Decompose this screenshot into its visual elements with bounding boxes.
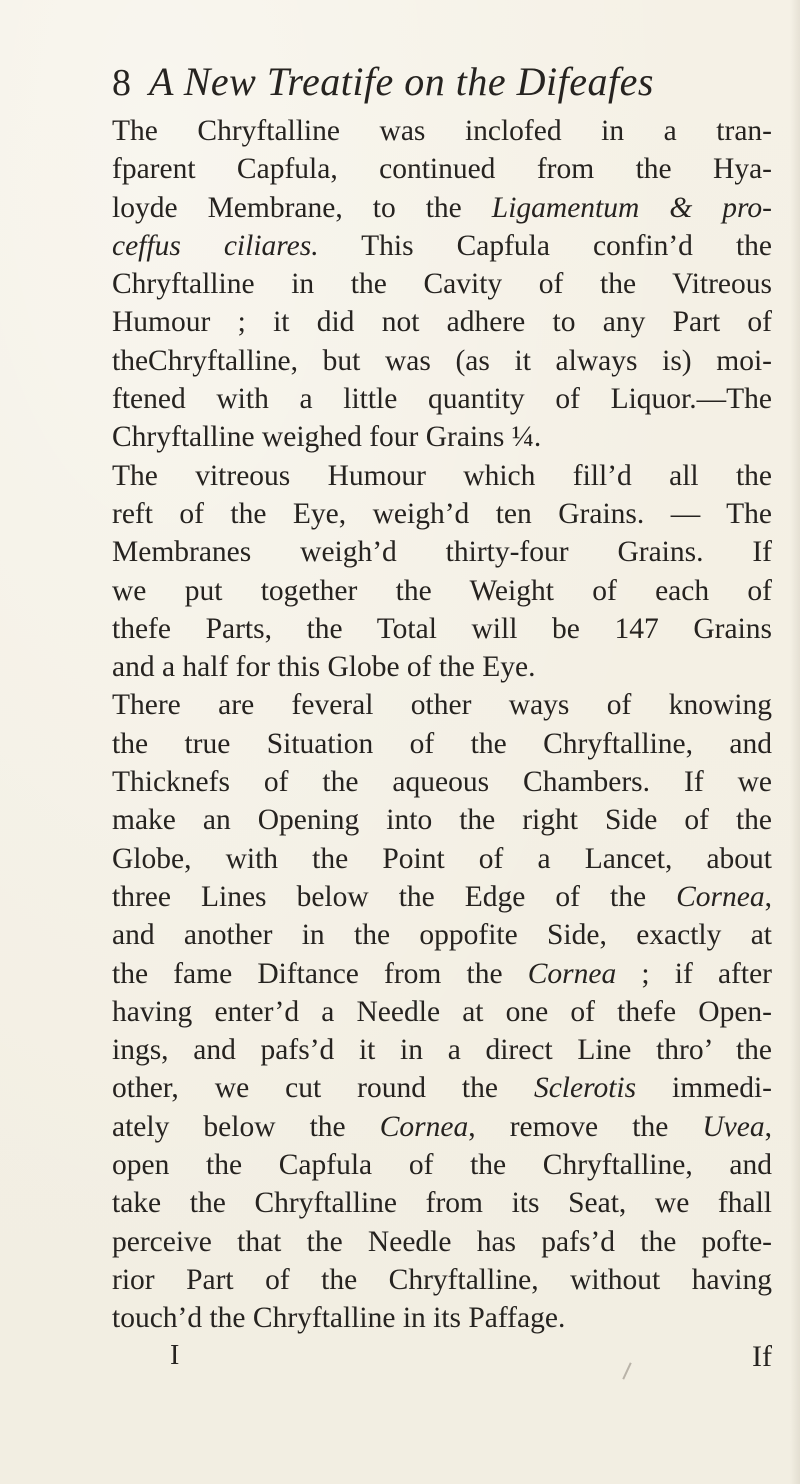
body-text — [112, 112, 772, 1338]
text-line: and a half for this Globe of the Eye. — [112, 651, 536, 684]
text-line: fparent Capfula, continued from the Hya- — [112, 153, 772, 186]
text-line: having enter’d a Needle at one of thefe Open- — [112, 995, 772, 1028]
text-line: three Lines below the Edge of the Cornea, — [112, 880, 772, 913]
latin-term: Cornea — [379, 1110, 469, 1143]
text-line: perceive that the Needle has pafs’d the pofte- — [112, 1225, 772, 1258]
text-line: Thicknefs of the aqueous Chambers. If we — [112, 766, 772, 799]
text-line: Humour ; it did not adhere to any Part of — [112, 306, 772, 339]
text-line: the true Situation of the Chryftalline, and — [112, 727, 772, 760]
text-line: make an Opening into the right Side of the — [112, 804, 772, 837]
text-line: reft of the Eye, weigh’d ten Grains. — The — [112, 497, 772, 530]
text-line: we put together the Weight of each of — [112, 574, 772, 607]
latin-term: Cornea — [527, 957, 617, 990]
text-line: The vitreous Humour which fill’d all the — [112, 459, 772, 492]
latin-term: Ligamentum & pro- — [491, 191, 773, 224]
text-line: ceffus ciliares. This Capfula confin’d the — [112, 229, 772, 262]
text-line: and another in the oppofite Side, exactly at — [112, 919, 772, 952]
page-header — [112, 58, 772, 108]
text-line: There are feveral other ways of knowing — [112, 689, 772, 722]
latin-term: Uvea — [702, 1110, 765, 1143]
page-footer — [112, 1340, 772, 1380]
catchword: If — [752, 1340, 772, 1373]
text-line: The Chryftalline was inclofed in a tran- — [112, 115, 772, 147]
text-line: thefe Parts, the Total will be 147 Grains — [112, 612, 772, 645]
text-line: ings, and pafs’d it in a direct Line thro’ the — [112, 1034, 772, 1067]
text-line: ately below the Cornea, remove the Uvea, — [112, 1110, 772, 1143]
text-line: open the Capfula of the Chryftalline, and — [112, 1149, 772, 1182]
text-line: Membranes weigh’d thirty-four Grains. If — [112, 536, 772, 569]
latin-term: Sclerotis — [533, 1072, 637, 1105]
running-title: A New Treatife on the Difeafes — [149, 59, 654, 104]
latin-term: Cornea — [676, 880, 765, 913]
text-line: the fame Diftance from the Cornea ; if after — [112, 957, 772, 990]
text-line: loyde Membrane, to the Ligamentum & pro- — [112, 191, 773, 224]
text-line: Chryftalline weighed four Grains ¼. — [112, 421, 542, 454]
page-number: 8 — [112, 62, 131, 104]
text-line: Chryftalline in the Cavity of the Vitreous — [112, 268, 772, 301]
text-line: theChryftalline, but was (as it always is) moi- — [112, 344, 772, 377]
text-line: other, we cut round the Sclerotis immedi- — [112, 1072, 773, 1105]
signature-mark: I — [170, 1340, 180, 1371]
latin-term: ceffus ciliares. — [112, 229, 319, 262]
text-line: touch’d the Chryftalline in its Paffage. — [112, 1302, 566, 1335]
text-line: ftened with a little quantity of Liquor.—The — [112, 383, 772, 416]
page-edge-shadow — [790, 0, 800, 1484]
text-line: Globe, with the Point of a Lancet, about — [112, 842, 772, 875]
text-line: take the Chryftalline from its Seat, we fhall — [112, 1187, 772, 1220]
text-line: rior Part of the Chryftalline, without having — [112, 1263, 772, 1296]
